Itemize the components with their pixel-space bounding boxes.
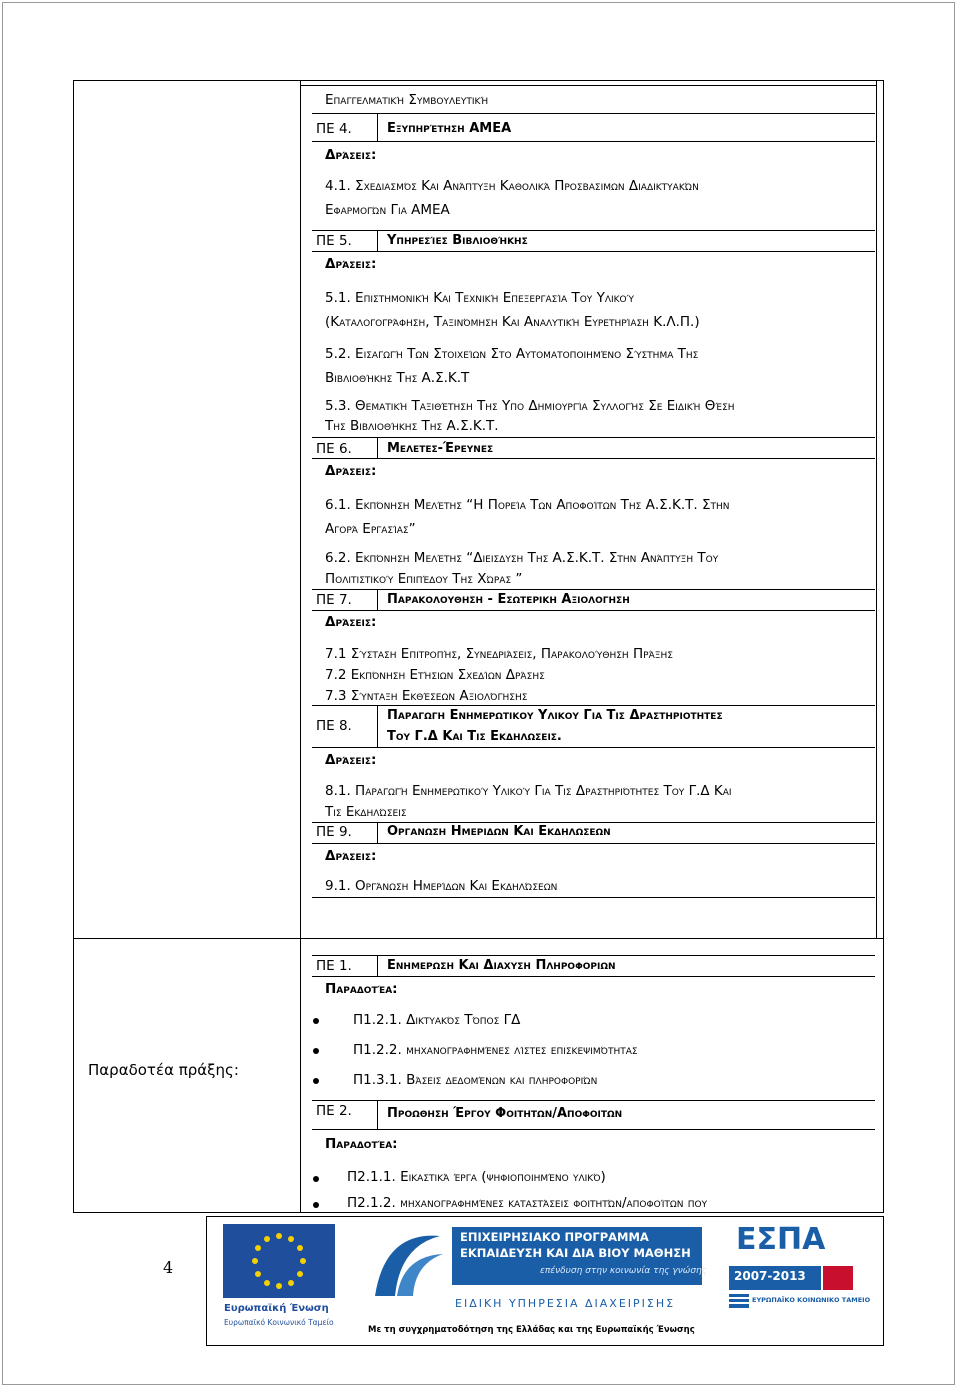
pe7-item-1: 7.1 Σύσταση Επιτροπής, Συνεδριάσεις, Παρακολούθηση Πράξης [325,646,673,662]
pe6-item-1: 6.1. Εκπόνηση Μελέτης “Η Πορεία Των Αποφοίτων Της Α.Σ.Κ.Τ. Στην [325,497,730,513]
pe7-title: Παρακολουθηση - Εσωτερικη Αξιολογηση [387,592,630,607]
cofunding-note: Με τη συγχρηματοδότηση της Ελλάδας και της Ευρωπαϊκής Ένωσης [368,1325,695,1335]
espa-tagline: ΕΥΡΩΠΑΪΚΟ ΚΟΙΝΩΝΙΚΟ ΤΑΜΕΙΟ [752,1296,871,1304]
deliv-pe1-label: Παραδοτέα: [325,981,398,997]
deliv-pe2-code: ΠΕ 2. [316,1103,352,1119]
espa-name: ΕΣΠΑ [736,1222,826,1257]
pe5-actions-label: Δράσεις: [325,256,377,272]
bullet [313,1018,319,1024]
deliv-column-divider [300,938,301,1213]
bullet [313,1202,319,1208]
header-line: Επαγγελματική Συμβουλευτική [325,92,489,108]
pe9-item-1: 9.1. Οργάνωση Ημερίδων Και Εκδηλώσεων [325,878,558,894]
deliv-pe1-title: Ενημερωση Και Διαχυση Πληροφοριων [387,958,616,973]
deliv-item: Π1.2.2. μηχανογραφημένες λίστες επισκεψιμότητας [353,1042,638,1058]
pe7-item-3: 7.3 Σύνταξη Εκθέσεων Αξιολόγησης [325,688,528,704]
pe8-actions-label: Δράσεις: [325,752,377,768]
pe6-actions-label: Δράσεις: [325,463,377,479]
program-title: ΕΠΙΧΕΙΡΗΣΙΑΚΟ ΠΡΟΓΡΑΜΜΑ [460,1230,649,1244]
pe8-title: Παραγωγη Ενημερωτικου Υλικου Για Τις Δραστηριοτητες [387,708,723,723]
bullet [313,1048,319,1054]
pe7-actions-label: Δράσεις: [325,614,377,630]
pe4-code: ΠΕ 4. [316,121,352,137]
special-service: ΕΙΔΙΚΗ ΥΠΗΡΕΣΙΑ ΔΙΑΧΕΙΡΙΣΗΣ [455,1297,676,1310]
pe4-actions-label: Δράσεις: [325,147,377,163]
deliv-item: Π1.3.1. Βάσεις δεδομένων και πληροφοριών [353,1072,598,1088]
pe6-title: Μελετες-Έρευνες [387,441,494,456]
row-divider [73,938,884,939]
eu-name: Ευρωπαϊκή Ένωση [224,1303,329,1314]
deliv-item: Π2.1.1. Εικαστικά έργα (ψηφιοποιημένο υλικό) [347,1169,606,1185]
pe9-title: Οργανωση Ημεριδων Και Εκδηλωσεων [387,824,611,839]
pe4-top-line [312,113,875,114]
program-subtitle: ΕΚΠΑΙΔΕΥΣΗ ΚΑΙ ΔΙΑ ΒΙΟΥ ΜΑΘΗΣΗ [460,1246,691,1260]
deliv-pe2-label: Παραδοτέα: [325,1136,398,1152]
page-number: 4 [163,1258,174,1277]
bullet [313,1176,319,1182]
program-emblem-icon [375,1226,445,1298]
pe5-title: Υπηρεσίες Βιβλιοθήκης [387,233,528,248]
eu-fund: Ευρωπαϊκό Κοινωνικό Ταμείο [224,1318,334,1327]
pe6-code: ΠΕ 6. [316,441,352,457]
pe9-actions-label: Δράσεις: [325,848,377,864]
pe5-item-3: 5.3. Θεματική Ταξιθέτηση Της Υπο Δημιουργία Συλλογής Σε Ειδική Θέση [325,398,735,414]
espa-years: 2007-2013 [734,1269,806,1283]
column-divider [300,80,301,938]
pe8-code: ΠΕ 8. [316,718,352,734]
inner-right-border [876,80,877,938]
pe5-item-2: 5.2. Εισαγωγή Των Στοιχείων Στο Αυτοματοποιημένο Σύστημα Της [325,346,699,362]
inner-top-border [300,85,876,86]
pe5-item-1: 5.1. Επιστημονική Και Τεχνική Επεξεργασία Του Υλικού [325,290,635,306]
pe4-title: Εξυπηρέτηση ΑΜΕΑ [387,121,512,136]
deliv-pe2-title: Προωθηση Έργου Φοιτητων/Αποφοιτων [387,1106,623,1121]
eu-flag-logo [223,1224,335,1298]
bullet [313,1078,319,1084]
pe8-item-1: 8.1. Παραγωγή Ενημερωτικού Υλικού Για Τις Δραστηριότητες Του Γ.Δ Και [325,783,732,799]
deliv-item: Π1.2.1. Δικτυακός Τόπος ΓΔ [353,1012,521,1028]
pe4-item-1: 4.1. Σχεδιασμός Και Ανάπτυξη Καθολικά Προσβασιμων Διαδικτυακών [325,178,699,194]
pe5-code: ΠΕ 5. [316,233,352,249]
pe6-item-2: 6.2. Εκπόνηση Μελέτης “Διεισδυση Της Α.Σ.Κ.Τ. Στην Ανάπτυξη Του [325,550,719,566]
pe7-code: ΠΕ 7. [316,592,352,608]
deliverables-label: Παραδοτέα πράξης: [88,1061,239,1079]
deliv-item: Π2.1.2. μηχανογραφημένες καταστάσεις φοιτητών/αποφοίτων που [347,1195,708,1211]
pe7-item-2: 7.2 Εκπόνηση Ετήσιων Σχεδίων Δράσης [325,667,545,683]
program-tagline: επένδυση στην κοινωνία της γνώσης [540,1266,708,1276]
pe9-code: ΠΕ 9. [316,824,352,840]
deliv-pe1-code: ΠΕ 1. [316,958,352,974]
